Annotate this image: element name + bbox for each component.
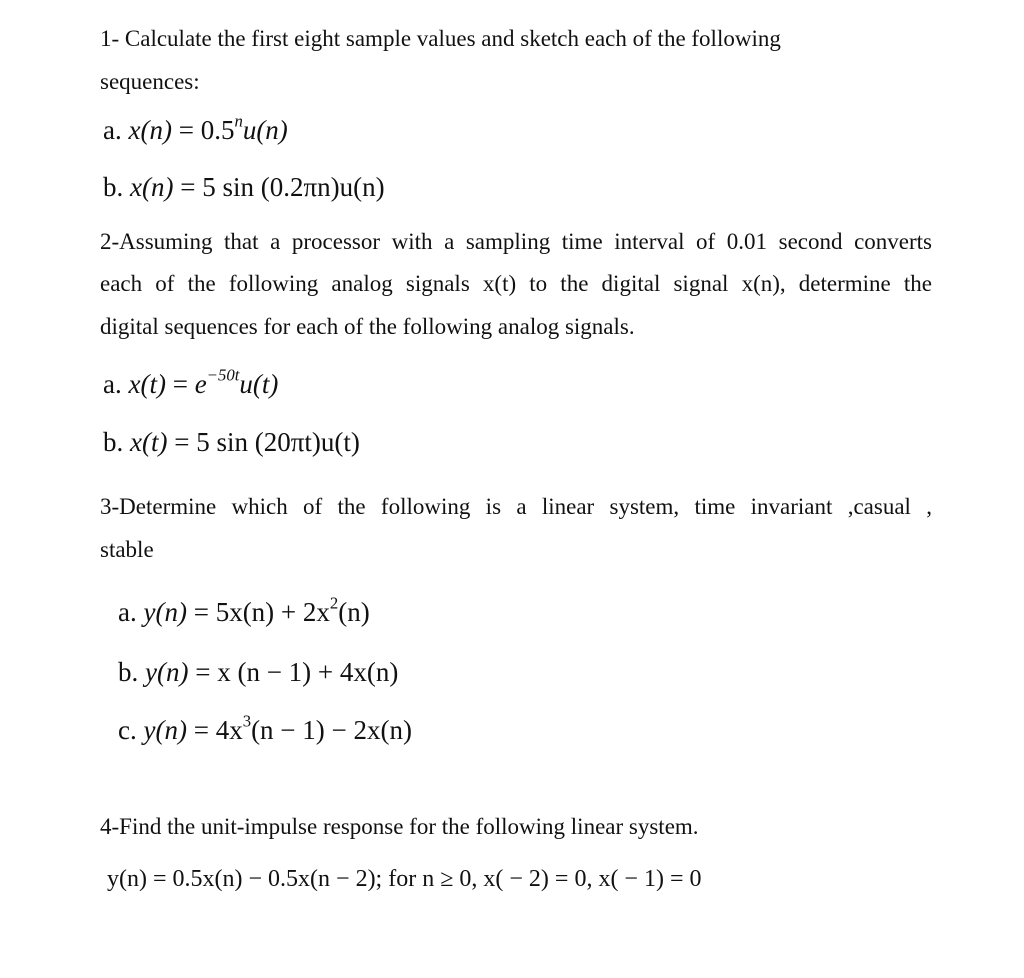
q1-b-lhs: x(n) [130, 172, 174, 202]
q1-equation-a [103, 113, 288, 147]
q4-text-line-1: 4-Find the unit-impulse response for the following linear system. [100, 814, 699, 839]
q3-c-post: (n − 1) − 2x(n) [251, 715, 412, 745]
q2-b-label: b. [103, 427, 124, 457]
q1-a-label: a. [103, 115, 122, 145]
q2-a-base: e [194, 369, 207, 399]
q1-a-exponent: n [234, 111, 243, 131]
q2-a-lhs: x(t) [128, 369, 166, 399]
q3-a-exponent: 2 [329, 593, 339, 613]
q3-text-line-1: 3-Determine which of the following is a linear system, time invariant ,casual , [100, 494, 932, 519]
q1-b-rhs: 5 sin (0.2πn)u(n) [202, 172, 385, 202]
q3-b-lhs: y(n) [145, 657, 189, 687]
q3-text-line-2: stable [100, 537, 154, 562]
q1-a-tail: u(n) [242, 115, 288, 145]
q2-equation-b [103, 425, 360, 459]
q1-text-line-1: 1- Calculate the first eight sample values and sketch each of the following [100, 26, 781, 51]
q3-b-equals: = [195, 657, 211, 687]
q2-a-tail: u(t) [239, 369, 279, 399]
q3-b-label: b. [118, 657, 139, 687]
q3-c-pre: 4x [215, 715, 243, 745]
q3-a-post: (n) [338, 597, 370, 627]
q2-text-line-2: each of the following analog signals x(t) to the digital signal x(n), determine the [100, 271, 932, 296]
q2-b-equals: = [174, 427, 190, 457]
q3-a-pre: 5x(n) + 2x [215, 597, 330, 627]
q3-equation-a [118, 595, 370, 629]
q1-b-label: b. [103, 172, 124, 202]
q3-c-exponent: 3 [242, 711, 252, 731]
q4-equation: y(n) = 0.5x(n) − 0.5x(n − 2); for n ≥ 0, x( − 2) = 0, x( − 1) = 0 [107, 866, 702, 892]
q1-equation-b [103, 170, 385, 204]
q3-a-label: a. [118, 597, 137, 627]
q3-c-lhs: y(n) [143, 715, 187, 745]
q2-a-exponent: −50t [206, 365, 240, 385]
q1-a-equals: = [178, 115, 194, 145]
q1-b-equals: = [180, 172, 196, 202]
q2-b-lhs: x(t) [130, 427, 168, 457]
q3-a-equals: = [193, 597, 209, 627]
q1-a-lhs: x(n) [128, 115, 172, 145]
q3-equation-b [118, 655, 398, 689]
q3-c-equals: = [193, 715, 209, 745]
q2-a-equals: = [172, 369, 188, 399]
q1-a-base: 0.5 [200, 115, 235, 145]
q2-text-line-3: digital sequences for each of the following analog signals. [100, 314, 635, 339]
q3-a-lhs: y(n) [143, 597, 187, 627]
q3-equation-c [118, 713, 412, 747]
q2-b-rhs: 5 sin (20πt)u(t) [196, 427, 360, 457]
q2-equation-a [103, 367, 278, 401]
q1-text-line-2: sequences: [100, 69, 200, 94]
q2-a-label: a. [103, 369, 122, 399]
q3-c-label: c. [118, 715, 137, 745]
q3-b-rhs: x (n − 1) + 4x(n) [217, 657, 399, 687]
q2-text-line-1: 2-Assuming that a processor with a sampling time interval of 0.01 second converts [100, 229, 932, 254]
